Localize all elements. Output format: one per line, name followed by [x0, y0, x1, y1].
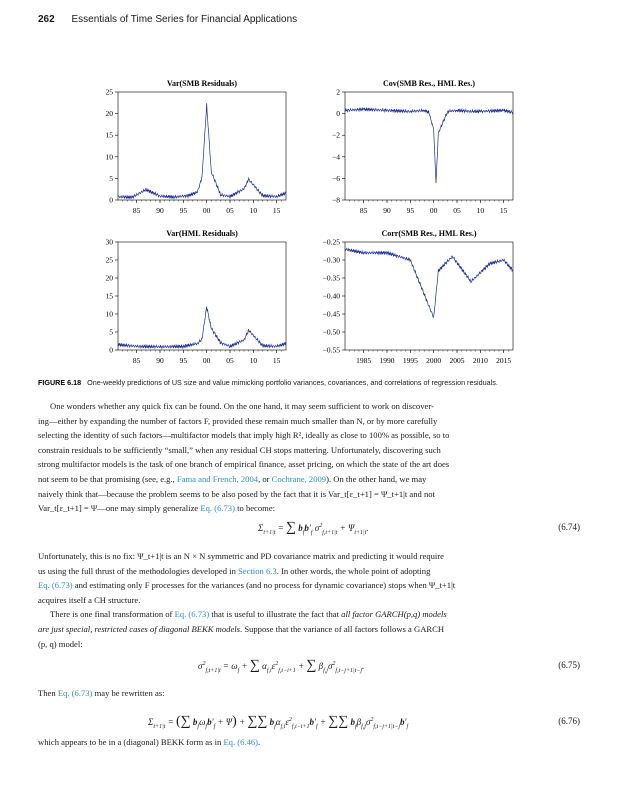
x-tick-label: 10: [249, 206, 258, 215]
equation-6-76: $\Sigma_{t+1|t}$ = (∑ $b_f\omega_fb'_f + \Psi$) + ∑∑ $b_f\alpha_{f,i}\varepsilon^2_{f,t-i+1}b'_f$ + ∑∑ $b_f\beta_{f,j}\sigma^2_{f,t-j+1|t-j}b'_f$ (6.76): [148, 714, 580, 730]
text-line: ing—either by expanding the number of factors F, provided these remain much smaller than N, or by more carefully: [38, 415, 438, 426]
y-tick-label: 0: [109, 195, 113, 205]
x-tick-label: 95: [406, 206, 415, 215]
text-line: Then Eq. (6.73) may be rewritten as:: [38, 688, 165, 698]
y-tick-label: 10: [105, 309, 113, 319]
text-line: acquires itself a CH structure.: [38, 594, 141, 605]
text-line: which appears to be in a (diagonal) BEKK form as in Eq. (6.46).: [38, 737, 261, 747]
series-line: [118, 103, 286, 199]
y-tick-label: 15: [105, 291, 113, 301]
ref-eq-6-73[interactable]: Eq. (6.73): [174, 609, 210, 620]
panel-cov-smb-hml: [332, 79, 513, 215]
y-tick-label: −0.35: [322, 273, 340, 283]
panel-corr-smb-hml: [323, 229, 513, 365]
text-line: us using the full thrust of the methodologies developed in Section 6.3. In other words, the whole point of adopting: [38, 565, 431, 576]
text-line: (p, q) model:: [38, 638, 83, 649]
ref-eq-6-73[interactable]: Eq. (6.73): [38, 580, 73, 591]
page-number: 262: [38, 14, 55, 25]
y-tick-label: 20: [105, 273, 113, 283]
text-line: constrain residuals to be sufficiently “small,” when any residual CH stops mattering. Unfortunately, discovering such: [38, 444, 441, 455]
y-tick-label: −0.50: [322, 327, 340, 337]
x-tick-label: 2010: [472, 356, 488, 365]
x-tick-label: 85: [359, 206, 368, 215]
text-line: selecting the identity of such factors—multifactor models that imply high R², ideally as close to 100% as possible, so to: [38, 430, 450, 441]
y-tick-label: 5: [109, 327, 113, 337]
y-tick-label: 25: [105, 255, 113, 265]
plot-frame: [345, 242, 513, 350]
plot-frame: [118, 242, 286, 350]
text-line: are just special, restricted cases of diagonal BEKK models. Suppose that the variance of all factors follows a GARCH: [38, 623, 445, 634]
text-line: Eq. (6.73) and estimating only F processes for the variances (and no process for dynamic covariance) stops when Ψ_t+1|t: [38, 580, 456, 591]
x-tick-label: 10: [249, 356, 258, 365]
y-tick-label: 15: [105, 130, 113, 140]
citation-cochrane[interactable]: Cochrane, 2009: [271, 473, 327, 484]
ref-eq-6-73[interactable]: Eq. (6.73): [200, 503, 235, 514]
x-tick-label: 1990: [379, 356, 395, 365]
x-tick-label: 00: [202, 356, 211, 365]
series-line: [345, 107, 513, 183]
paragraph-2: [38, 549, 590, 651]
x-tick-label: 1995: [402, 356, 418, 365]
equation-number: (6.75): [558, 660, 580, 670]
paragraph-4: [38, 686, 590, 701]
equation-number: (6.76): [558, 716, 580, 726]
y-tick-label: 10: [105, 152, 113, 162]
y-tick-label: −0.25: [322, 237, 340, 247]
paragraph-5: [38, 735, 590, 750]
y-tick-label: −4: [332, 152, 340, 162]
caption-text: One-weekly predictions of US size and value mimicking portfolio variances, covariances, and correlations of regression residuals.: [87, 378, 498, 387]
paragraph-1: [38, 399, 590, 516]
x-tick-label: 2005: [449, 356, 465, 365]
panel-var-hml: [106, 229, 287, 365]
x-tick-label: 90: [156, 356, 164, 365]
y-tick-label: −0.55: [322, 345, 340, 355]
x-tick-label: 05: [226, 356, 234, 365]
plot-frame: [345, 92, 513, 200]
figure-6-18: [0, 70, 625, 370]
y-tick-label: −0.45: [322, 309, 340, 319]
y-tick-label: −2: [332, 130, 340, 140]
y-tick-label: 0: [336, 109, 340, 119]
running-header: [38, 14, 297, 25]
panel-title: Var(HML Residuals): [166, 229, 238, 238]
text-line: Unfortunately, this is no fix: Ψ_t+1|t is an N × N symmetric and PD covariance matrix and predicting it would require: [38, 551, 444, 561]
text-line: There is one final transformation of Eq. (6.73) that is useful to illustrate the fact that all factor GARCH(p,q) models: [50, 609, 447, 620]
equation-number: (6.74): [558, 522, 580, 532]
panel-title: Cov(SMB Res., HML Res.): [383, 79, 475, 88]
text-line: not seem to be that promising (see, e.g., Fama and French, 2004, or Cochrane, 2009). On the other hand, we may: [38, 473, 427, 484]
equation-6-75: $\sigma^2_{f,t+1|t} = \omega_f$ + ∑ $\alpha_{f,i}\varepsilon^2_{f,t-i+1}$ + ∑ $\beta_{f,j}\sigma^2_{f,t-j+1|t-j}$. (6.75): [198, 658, 580, 674]
y-tick-label: −8: [332, 195, 340, 205]
y-tick-label: 5: [109, 173, 113, 183]
x-tick-label: 90: [383, 206, 391, 215]
text-line: One wonders whether any quick fix can be found. On the one hand, it may seem sufficient to work on discover-: [50, 401, 434, 411]
x-tick-label: 15: [499, 206, 508, 215]
text-line: Var_t[ε_t+1] = Ψ—one may simply generalize Eq. (6.73) to become:: [38, 503, 276, 514]
panel-title: Corr(SMB Res., HML Res.): [381, 229, 477, 238]
x-tick-label: 05: [226, 206, 234, 215]
y-tick-label: 30: [105, 237, 113, 247]
y-tick-label: −0.30: [322, 255, 340, 265]
y-tick-label: 0: [109, 345, 113, 355]
y-tick-label: 25: [105, 87, 113, 97]
y-tick-label: −0.40: [322, 291, 340, 301]
y-tick-label: −6: [332, 173, 340, 183]
x-tick-label: 85: [132, 356, 141, 365]
running-title: Essentials of Time Series for Financial Applications: [71, 14, 298, 25]
ref-eq-6-73[interactable]: Eq. (6.73): [57, 688, 93, 698]
x-tick-label: 95: [179, 356, 188, 365]
x-tick-label: 2015: [496, 356, 512, 365]
x-tick-label: 00: [202, 206, 211, 215]
citation-fama-french[interactable]: Fama and French, 2004: [176, 473, 259, 484]
caption-label: FIGURE 6.18: [38, 378, 82, 387]
y-tick-label: 20: [105, 109, 113, 119]
x-tick-label: 90: [156, 206, 164, 215]
text-line: strong multifactor models is the task of one branch of empirical finance, asset pricing, on which the state of the art does: [38, 459, 450, 470]
x-tick-label: 95: [179, 206, 188, 215]
text-line: naively think that—because the problem seems to be also posed by the fact that it is Var_t[ε_t+1] = Ψ_t+1|t and not: [38, 488, 435, 499]
ref-eq-6-46[interactable]: Eq. (6.46): [223, 737, 259, 747]
series-line: [345, 248, 513, 317]
ref-section-6-3[interactable]: Section 6.3: [238, 565, 277, 576]
x-tick-label: 10: [476, 206, 485, 215]
x-tick-label: 00: [429, 206, 438, 215]
equation-6-74: $\Sigma_{t+1|t}$ = ∑ $b_fb'_f$ $\sigma^2_{f,t+1|t} + \Psi_{t+1|t}$. (6.74): [258, 520, 580, 536]
plot-frame: [118, 92, 286, 200]
panel-title: Var(SMB Residuals): [166, 79, 238, 88]
panel-var-smb: [106, 79, 287, 215]
x-tick-label: 1985: [356, 356, 372, 365]
y-tick-label: 2: [336, 87, 340, 97]
x-tick-label: 2000: [426, 356, 442, 365]
x-tick-label: 15: [272, 356, 281, 365]
x-tick-label: 15: [272, 206, 281, 215]
x-tick-label: 85: [132, 206, 141, 215]
series-line: [118, 307, 286, 349]
x-tick-label: 05: [453, 206, 461, 215]
figure-caption: [38, 378, 598, 387]
